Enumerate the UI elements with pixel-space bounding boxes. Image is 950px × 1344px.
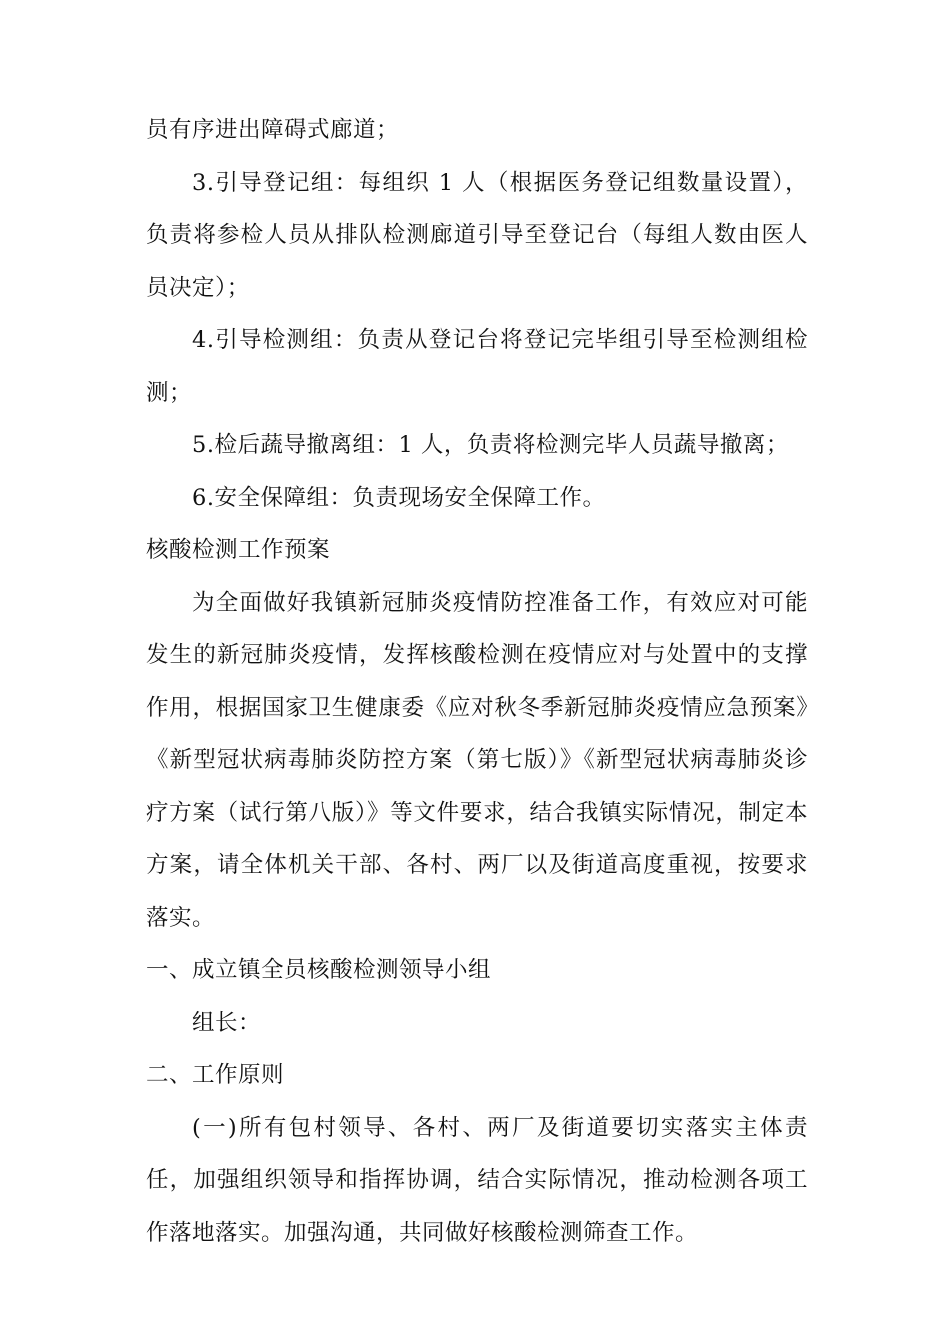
paragraph-item-3: 3.引导登记组：每组织 1 人（根据医务登记组数量设置），负责将参检人员从排队检测廊道引导至登记台（每组人数由医人员决定）； — [146, 169, 808, 301]
section-heading-1: 一、成立镇全员核酸检测领导小组 — [146, 957, 492, 983]
document-title: 核酸检测工作预案 — [146, 537, 331, 563]
section-heading-2: 二、工作原则 — [146, 1062, 285, 1088]
paragraph-principle-1: (一)所有包村领导、各村、两厂及街道要切实落实主体责任，加强组织领导和指挥协调，结合实际情况，推动检测各项工作落地落实。加强沟通，共同做好核酸检测筛查工作。 — [146, 1114, 808, 1246]
paragraph-leader: 组长： — [192, 1009, 262, 1036]
paragraph-item-4: 4.引导检测组：负责从登记台将登记完毕组引导至检测组检测； — [146, 327, 808, 406]
paragraph-item-6: 6.安全保障组：负责现场安全保障工作。 — [192, 484, 606, 511]
paragraph-intro: 为全面做好我镇新冠肺炎疫情防控准备工作，有效应对可能发生的新冠肺炎疫情，发挥核酸检测在疫情应对与处置中的支撑作用，根据国家卫生健康委《应对秋冬季新冠肺炎疫情应急预案》《新型冠状病毒肺炎防控方案（第七版）》《新型冠状病毒肺炎诊疗方案（试行第八版）》等文件要求，结合我镇实际情况，制定本方案，请全体机关干部、各村、两厂以及街道高度重视，按要求落实。 — [146, 589, 808, 931]
paragraph-item-5: 5.检后蔬导撤离组：1 人，负责将检测完毕人员蔬导撤离； — [192, 432, 789, 458]
paragraph-continuation: 员有序进出障碍式廊道； — [146, 117, 400, 143]
